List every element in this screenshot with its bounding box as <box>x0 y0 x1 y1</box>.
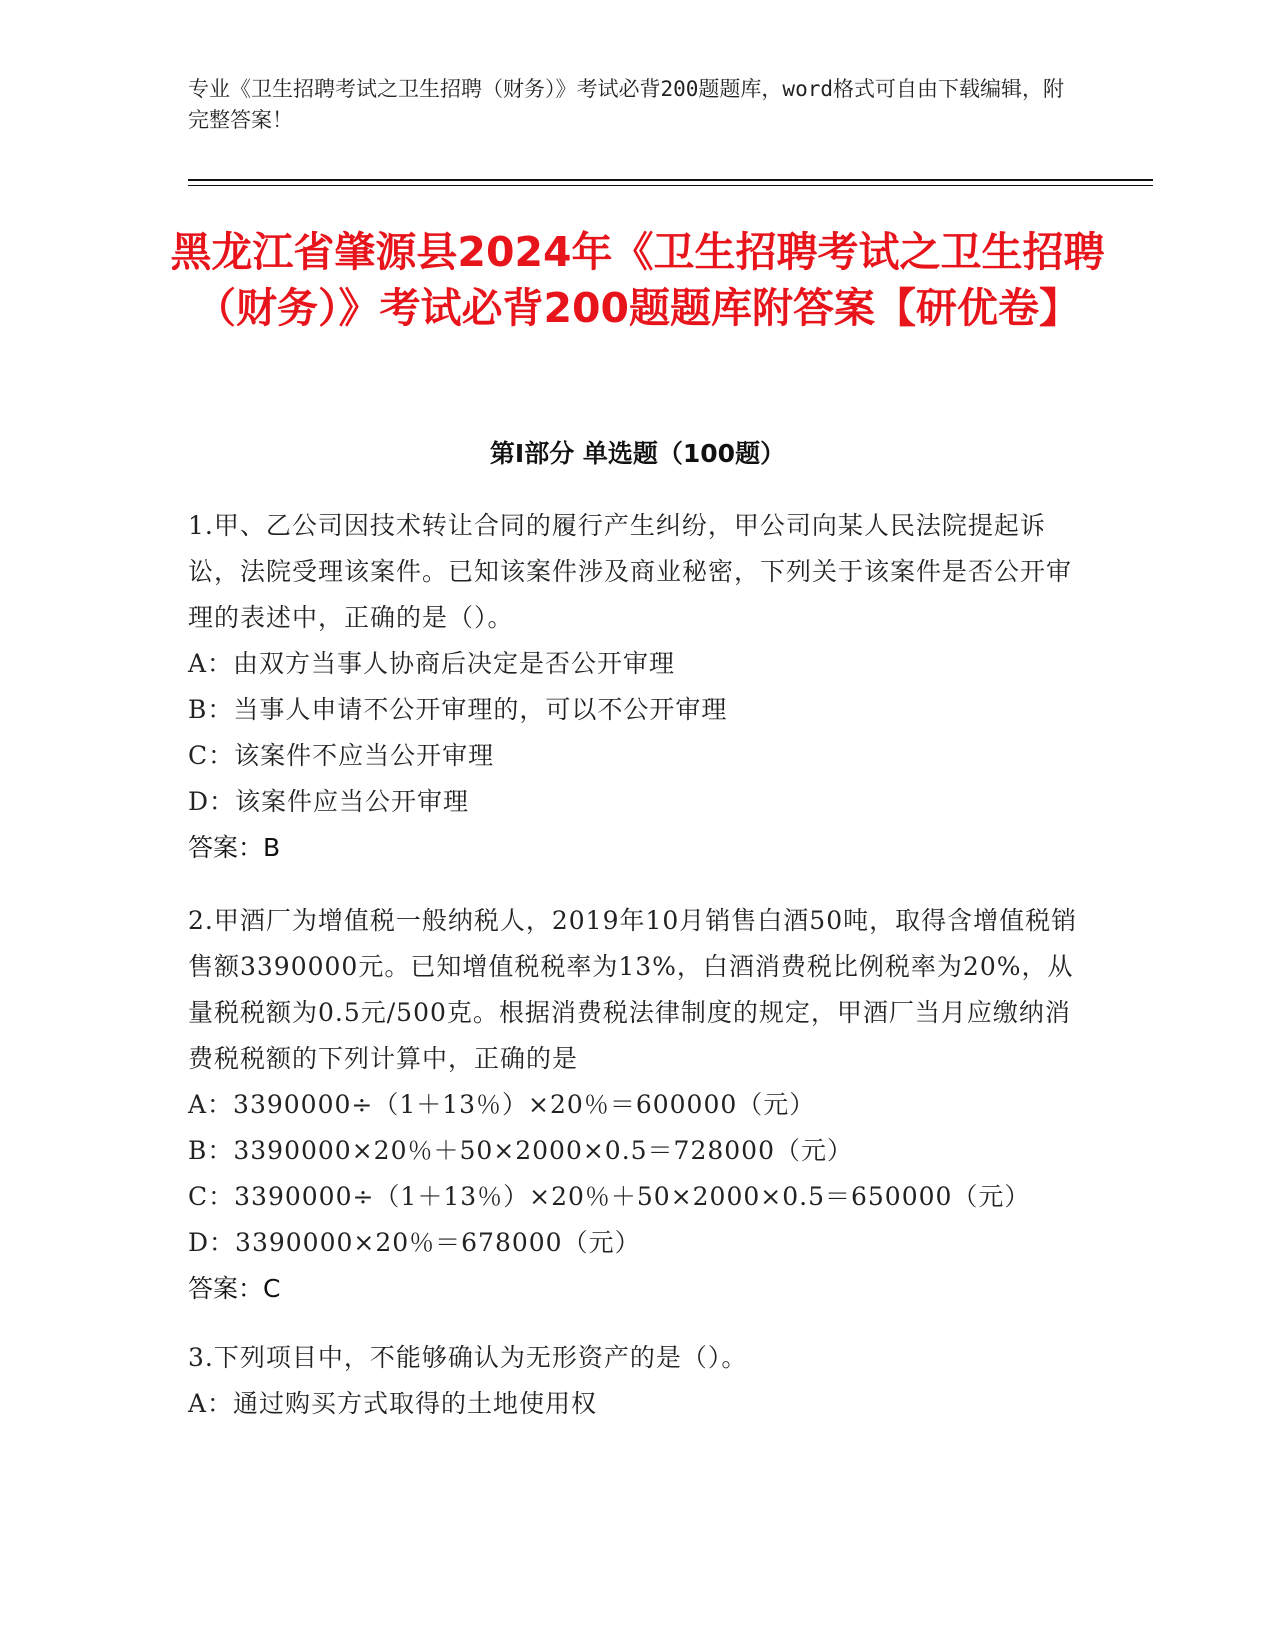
question-3 <box>188 1335 1088 1427</box>
question-stem: 1.甲、乙公司因技术转让合同的履行产生纠纷，甲公司向某人民法院提起诉讼，法院受理该案件。已知该案件涉及商业秘密，下列关于该案件是否公开审理的表述中，正确的是（）。 <box>188 511 1073 632</box>
question-stem: 3.下列项目中，不能够确认为无形资产的是（）。 <box>188 1343 748 1372</box>
option-a: A：由双方当事人协商后决定是否公开审理 <box>188 649 676 678</box>
option-c: C：3390000÷（1＋13％）×20％＋50×2000×0.5＝650000（元） <box>188 1182 1031 1211</box>
question-stem: 2.甲酒厂为增值税一般纳税人，2019年10月销售白酒50吨，取得含增值税销售额3390000元。已知增值税税率为13%，白酒消费税比例税率为20%，从量税税额为0.5元/500克。根据消费税法律制度的规定，甲酒厂当月应缴纳消费税税额的下列计算中，正确的是 <box>188 906 1078 1073</box>
answer: 答案：B <box>188 833 281 862</box>
option-a: A：3390000÷（1＋13％）×20％＝600000（元） <box>188 1090 816 1119</box>
question-2 <box>188 898 1088 1312</box>
option-d: D：3390000×20％＝678000（元） <box>188 1228 641 1257</box>
option-c: C：该案件不应当公开审理 <box>188 741 495 770</box>
option-d: D：该案件应当公开审理 <box>188 787 470 816</box>
option-a: A：通过购买方式取得的土地使用权 <box>188 1389 598 1418</box>
option-b: B：3390000×20％＋50×2000×0.5＝728000（元） <box>188 1136 853 1165</box>
header-divider-thin <box>188 185 1153 186</box>
header-divider-thick <box>188 179 1153 181</box>
answer: 答案：C <box>188 1274 281 1303</box>
option-b: B：当事人申请不公开审理的，可以不公开审理 <box>188 695 728 724</box>
document-title: 黑龙江省肇源县2024年《卫生招聘考试之卫生招聘（财务）》考试必背200题题库附答案【研优卷】 <box>170 228 1105 332</box>
header-note: 专业《卫生招聘考试之卫生招聘（财务）》考试必背200题题库，word格式可自由下载编辑，附完整答案！ <box>188 77 1064 132</box>
question-1 <box>188 503 1088 871</box>
section-title: 第I部分 单选题（100题） <box>489 439 786 468</box>
